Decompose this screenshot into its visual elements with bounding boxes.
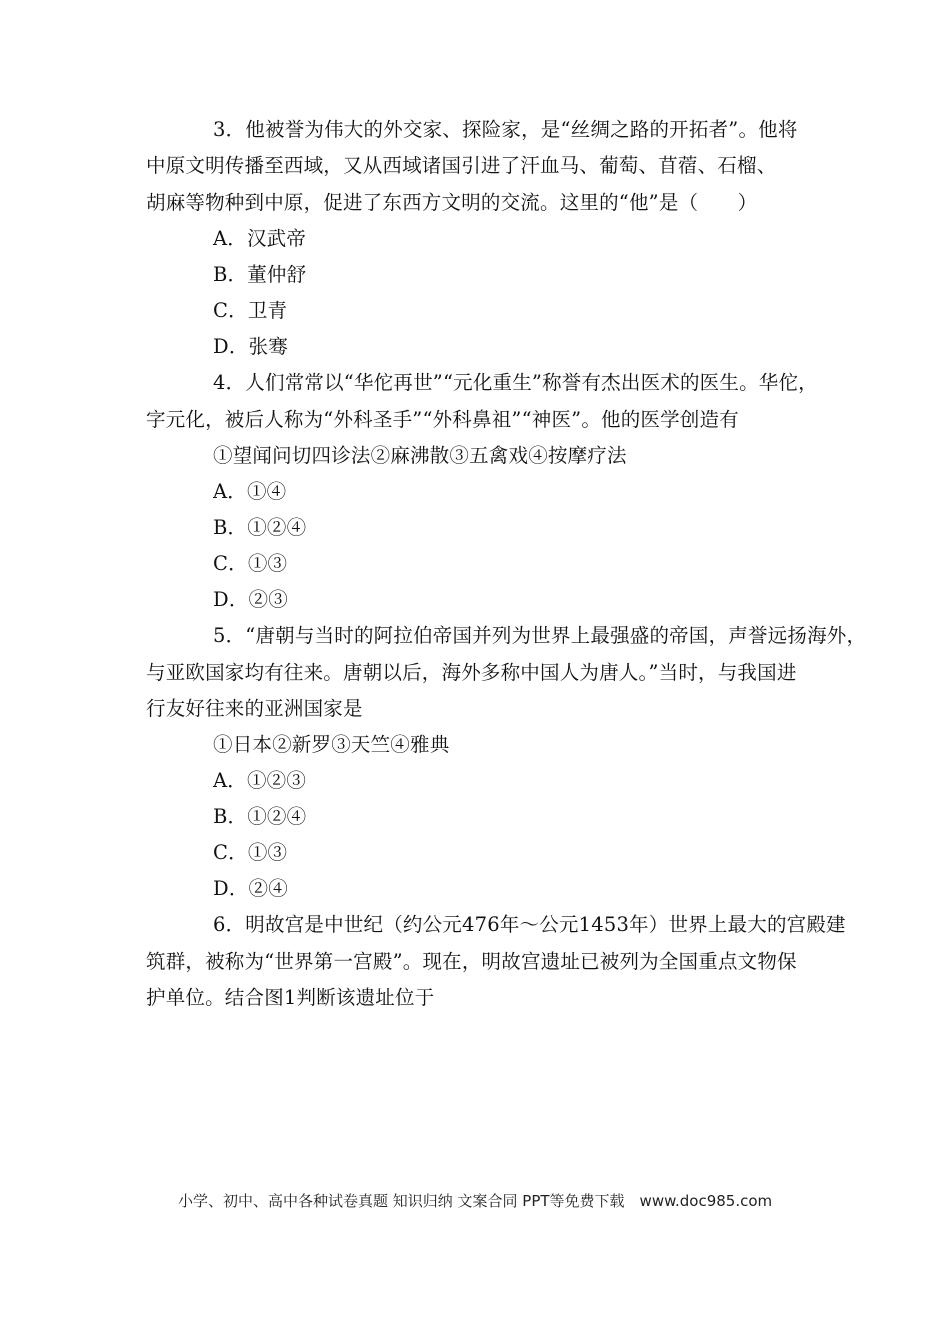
question-4-option-d: D．②③ (213, 588, 288, 611)
question-3-option-b: B．董仲舒 (213, 263, 307, 286)
question-3-line-3: 胡麻等物种到中原，促进了东西方文明的交流。这里的“他”是（ ） (146, 191, 758, 214)
question-3-line-2: 中原文明传播至西域，又从西域诸国引进了汗血马、葡萄、苜蓿、石榴、 (146, 154, 777, 177)
question-3-option-a: A．汉武帝 (213, 227, 307, 250)
question-4-option-b: B．①②④ (213, 516, 307, 539)
question-3-line-1: 3．他被誉为伟大的外交家、探险家，是“丝绸之路的开拓者”。他将 (213, 118, 798, 141)
question-4-line-1: 4．人们常常以“华佗再世”“元化重生”称誉有杰出医术的医生。华佗， (213, 371, 818, 394)
question-5-stem: ①日本②新罗③天竺④雅典 (213, 733, 450, 756)
question-6-line-1: 6．明故宫是中世纪（约公元476年～公元1453年）世界上最大的宫殿建 (213, 913, 846, 936)
question-5-option-a: A．①②③ (213, 769, 307, 792)
question-6-line-3: 护单位。结合图1判断该遗址位于 (146, 986, 435, 1009)
question-5-line-1: 5．“唐朝与当时的阿拉伯帝国并列为世界上最强盛的帝国，声誉远扬海外， (213, 624, 867, 647)
question-3-option-c: C．卫青 (213, 299, 288, 322)
question-4-option-a: A．①④ (213, 480, 287, 503)
question-3-option-d: D．张骞 (213, 335, 288, 358)
question-5-option-b: B．①②④ (213, 805, 307, 828)
question-5-line-2: 与亚欧国家均有往来。唐朝以后，海外多称中国人为唐人。”当时，与我国进 (146, 661, 797, 684)
question-5-option-c: C．①③ (213, 841, 288, 864)
question-4-stem: ①望闻问切四诊法②麻沸散③五禽戏④按摩疗法 (213, 444, 627, 467)
page-footer: 小学、初中、高中各种试卷真题 知识归纳 文案合同 PPT等免费下载 www.doc985.com (178, 1192, 773, 1210)
question-6-line-2: 筑群，被称为“世界第一宫殿”。现在，明故宫遗址已被列为全国重点文物保 (146, 950, 797, 973)
question-5-option-d: D．②④ (213, 877, 288, 900)
question-4-option-c: C．①③ (213, 552, 288, 575)
question-5-line-3: 行友好往来的亚洲国家是 (146, 697, 363, 720)
question-4-line-2: 字元化，被后人称为“外科圣手”“外科鼻祖”“神医”。他的医学创造有 (146, 408, 739, 431)
